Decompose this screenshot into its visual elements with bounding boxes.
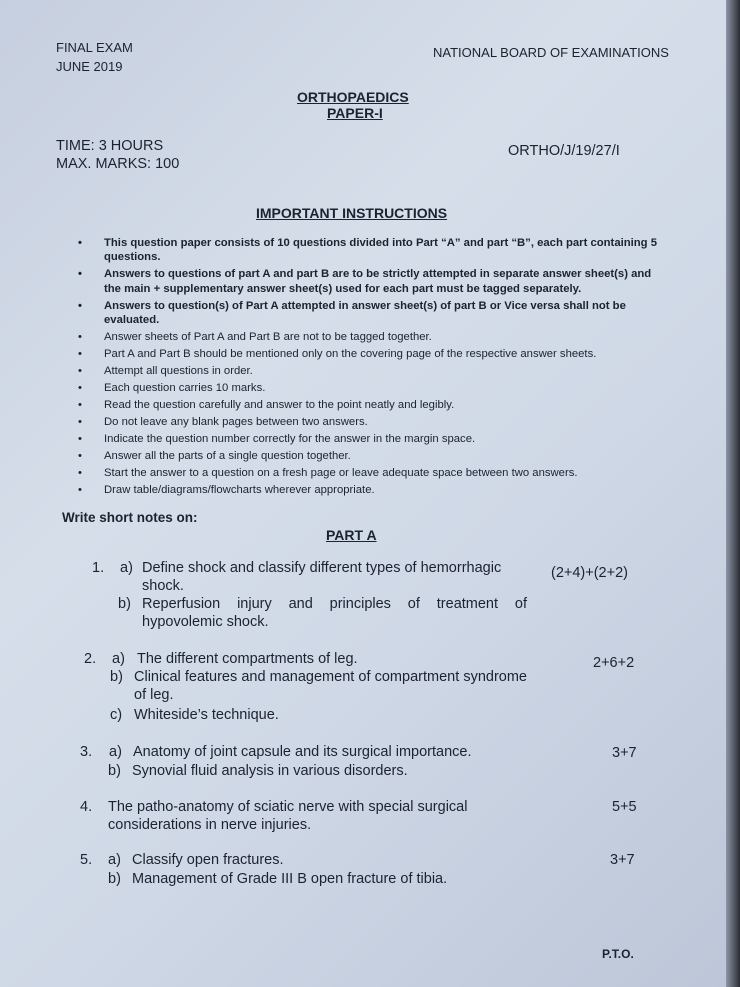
question-marks: (2+4)+(2+2) (551, 565, 628, 581)
prompt: Write short notes on: (62, 510, 198, 525)
paper-title: PAPER-I (327, 105, 383, 121)
page-edge-shadow (726, 0, 740, 987)
exam-type: FINAL EXAM (56, 40, 133, 55)
max-marks: MAX. MARKS: 100 (56, 156, 180, 172)
part-label: b) (118, 596, 131, 612)
part-label: b) (110, 669, 123, 685)
part-label: c) (110, 707, 123, 723)
subject-title: ORTHOPAEDICS (297, 89, 409, 105)
question-text: Reperfusion injury and principles of treatment of hypovolemic shock. (142, 596, 527, 630)
question-marks: 3+7 (612, 745, 637, 761)
instruction-item: • Part A and Part B should be mentioned only on the covering page of the respective answer sheets. (78, 347, 658, 361)
instruction-item: • Indicate the question number correctly for the answer in the margin space. (78, 432, 658, 446)
part-label: a) (108, 852, 121, 868)
instructions-list (78, 236, 658, 500)
instruction-item: • This question paper consists of 10 questions divided into Part “A” and part “B”, each part containing 5 questions. (78, 236, 658, 265)
instruction-item: • Read the question carefully and answer to the point neatly and legibly. (78, 398, 658, 412)
paper-code: ORTHO/J/19/27/I (508, 143, 620, 159)
question-marks: 3+7 (610, 852, 635, 868)
question-marks: 5+5 (612, 799, 637, 815)
instruction-item: • Each question carries 10 marks. (78, 381, 658, 395)
question-text: Management of Grade III B open fracture of tibia. (132, 871, 448, 887)
question-text: The different compartments of leg. (137, 651, 358, 667)
question-text: Clinical features and management of compartment syndrome of leg. (134, 669, 527, 703)
question-number: 2. (84, 651, 97, 667)
question-text: Anatomy of joint capsule and its surgical importance. (133, 744, 472, 760)
exam-date: JUNE 2019 (56, 59, 123, 74)
part-heading: PART A (326, 527, 377, 543)
instruction-item: • Start the answer to a question on a fresh page or leave adequate space between two answers. (78, 466, 658, 480)
part-label: b) (108, 871, 121, 887)
question-marks: 2+6+2 (593, 655, 635, 671)
instruction-item: • Answer all the parts of a single question together. (78, 449, 658, 463)
question-number: 5. (80, 852, 93, 868)
pto-label: P.T.O. (602, 947, 634, 961)
instruction-item: • Answers to questions of part A and part B are to be strictly attempted in separate answer sheet(s) and the main + supplementary answer sheet(s) used for each part must be tagged separately. (78, 267, 658, 296)
part-label: a) (112, 651, 125, 667)
question-number: 3. (80, 744, 93, 760)
question-text: Whiteside’s technique. (134, 707, 279, 723)
question-number: 1. (92, 560, 105, 576)
instruction-item: • Do not leave any blank pages between two answers. (78, 415, 658, 429)
part-label: a) (120, 560, 133, 576)
question-text: Synovial fluid analysis in various disorders. (132, 763, 408, 779)
time-label: TIME: 3 HOURS (56, 138, 164, 154)
instruction-item: • Answer sheets of Part A and Part B are not to be tagged together. (78, 330, 658, 344)
instructions-title: IMPORTANT INSTRUCTIONS (256, 205, 448, 221)
part-label: a) (109, 744, 122, 760)
question-text: Define shock and classify different types of hemorrhagic shock. (142, 560, 502, 594)
board-name: NATIONAL BOARD OF EXAMINATIONS (433, 45, 669, 60)
question-text: The patho-anatomy of sciatic nerve with special surgical considerations in nerve injuries. (108, 799, 468, 833)
instruction-item: • Attempt all questions in order. (78, 364, 658, 378)
instruction-item: • Draw table/diagrams/flowcharts wherever appropriate. (78, 483, 658, 497)
instruction-item: • Answers to question(s) of Part A attempted in answer sheet(s) of part B or Vice versa shall not be evaluated. (78, 299, 658, 328)
question-number: 4. (80, 799, 93, 815)
question-text: Classify open fractures. (132, 852, 284, 868)
part-label: b) (108, 763, 121, 779)
